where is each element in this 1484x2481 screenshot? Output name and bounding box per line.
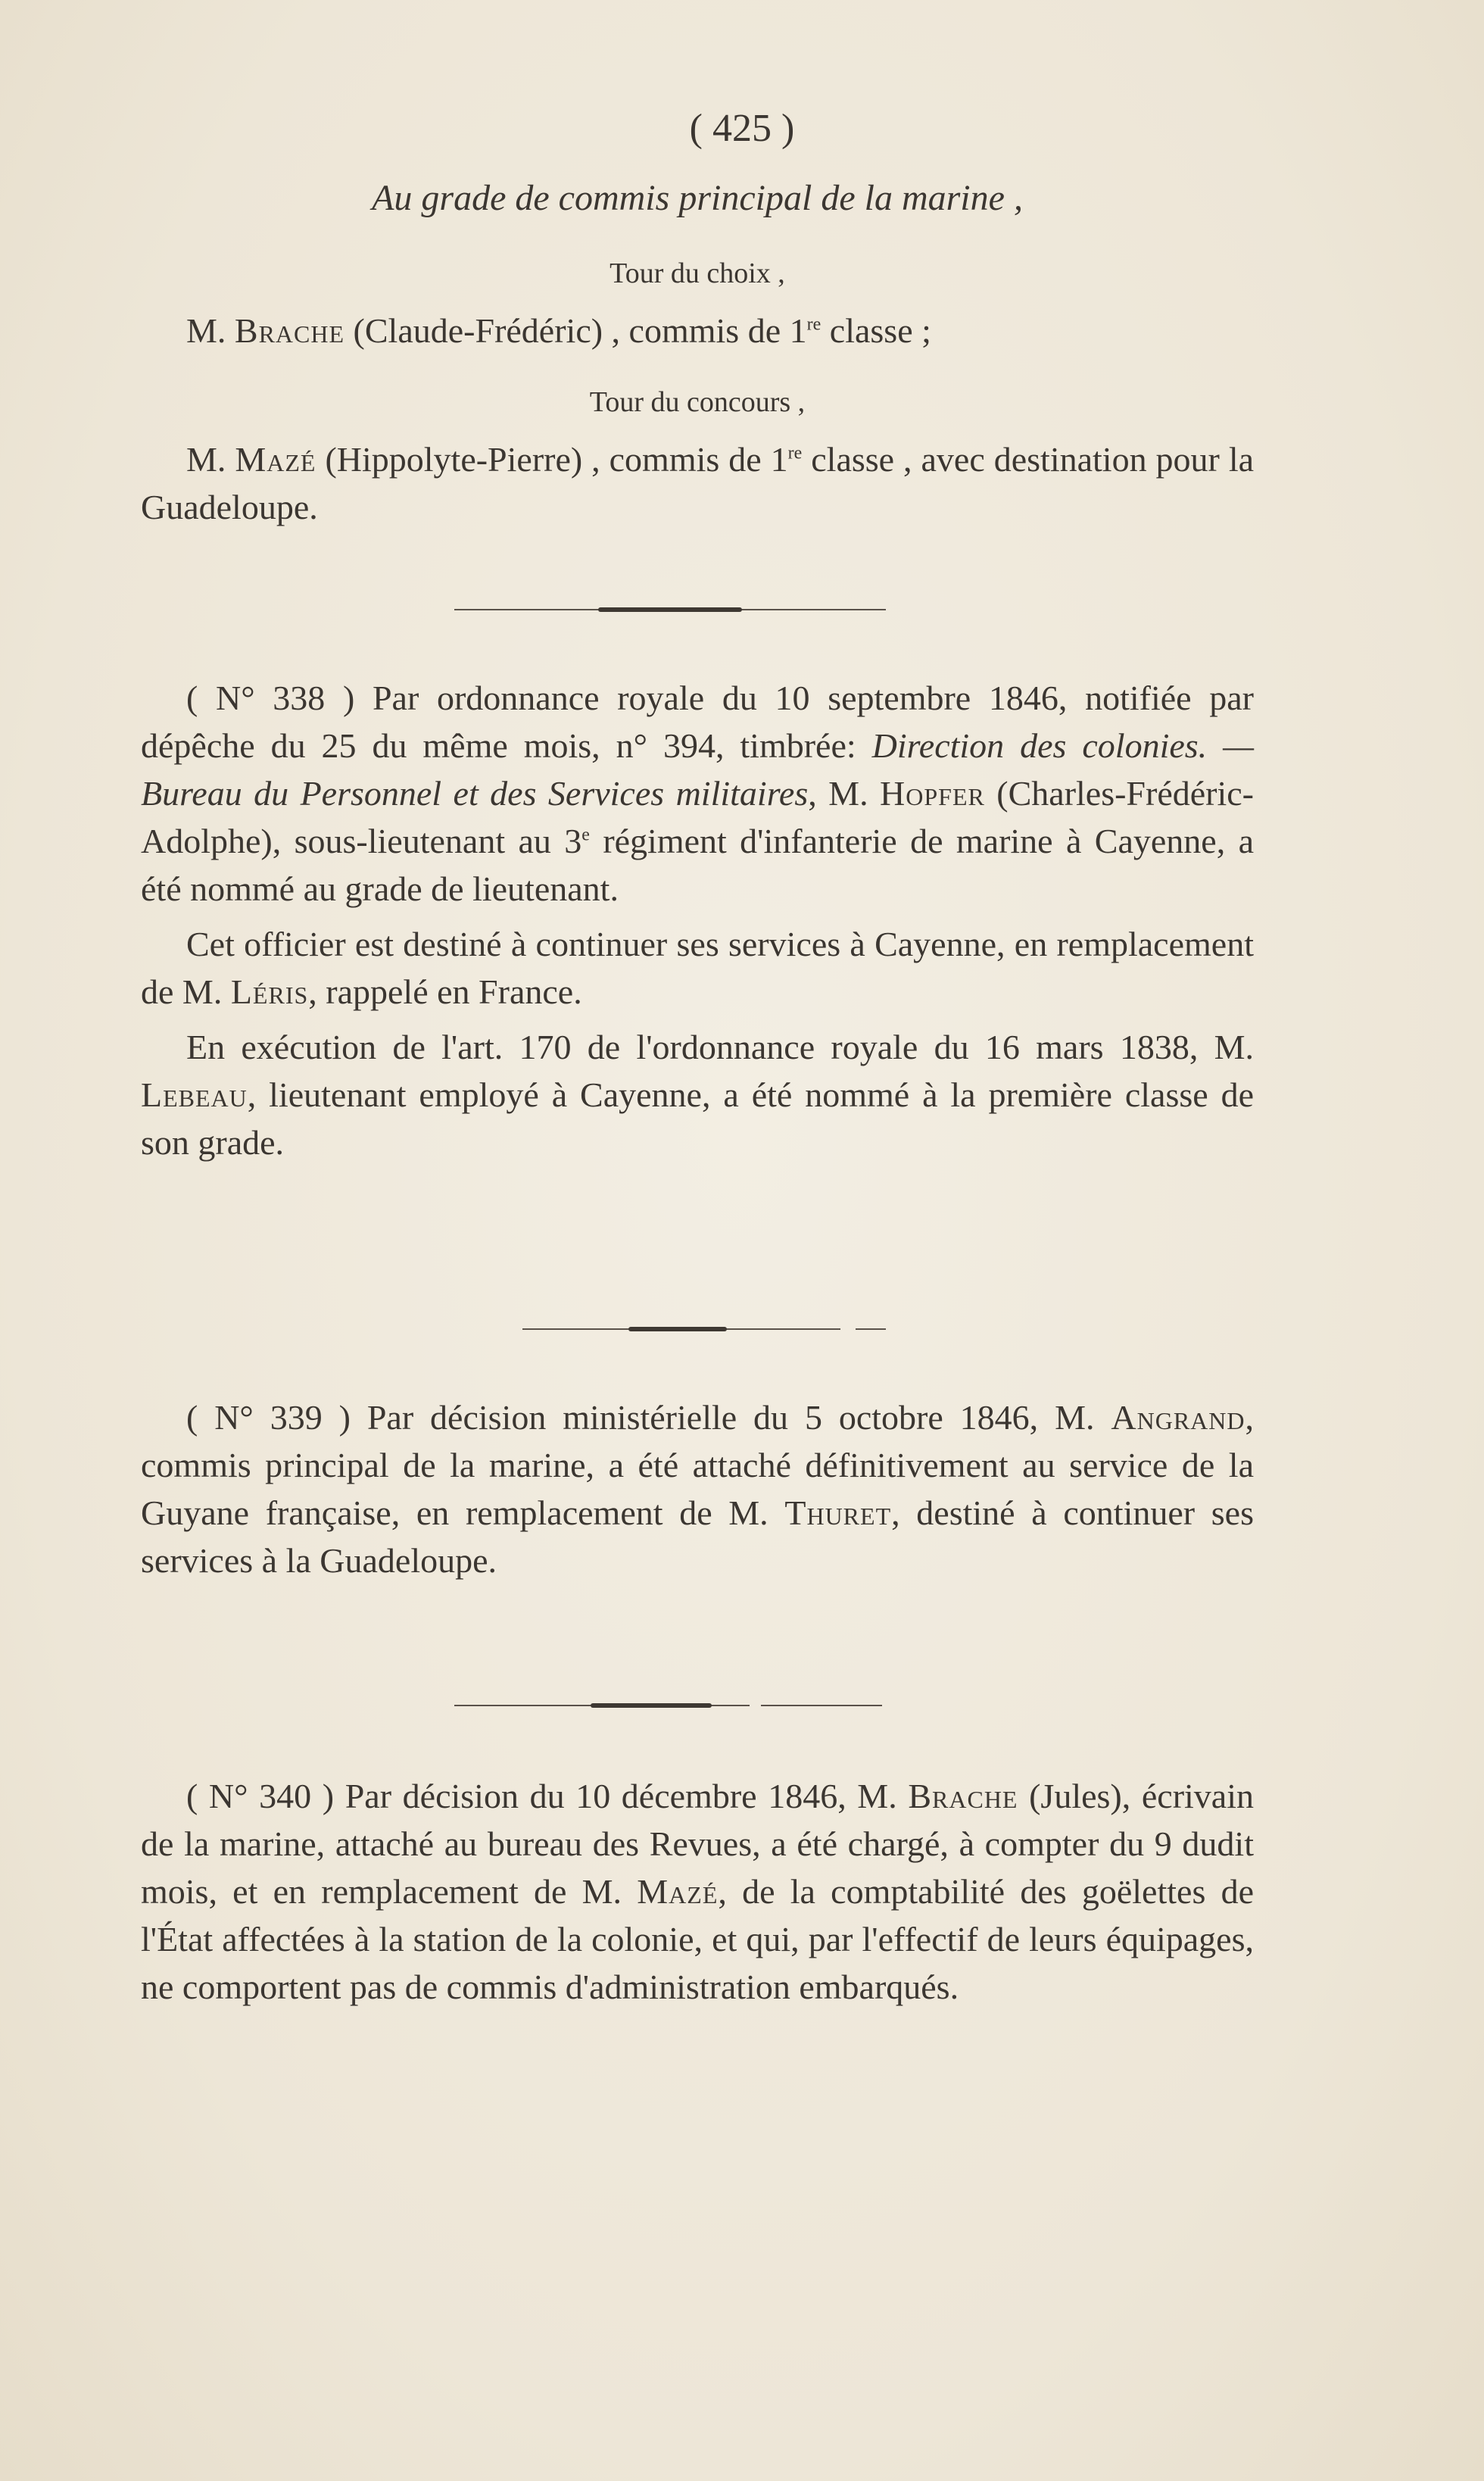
- person-name: Brache: [234, 311, 345, 350]
- person-name: Hopfer: [880, 774, 985, 813]
- entry-339-paragraph: ( N° 339 ) Par décision ministérielle du 5 octobre 1846, M. Angrand, commis principal de la marine, a été attaché définitivement au service de la Guyane française, en remplacement de M. Thuret, destiné à continuer ses services à la Guadeloupe.: [141, 1398, 1254, 1580]
- entry-338-paragraph-2: Cet officier est destiné à continuer ses services à Cayenne, en remplacement de M. Léris, rappelé en France.: [141, 925, 1254, 1011]
- entry-340: [141, 1772, 1254, 2011]
- person-name: Angrand: [1111, 1398, 1246, 1437]
- entry-339: [141, 1393, 1254, 1584]
- section-heading: Au grade de commis principal de la marine ,: [372, 178, 1023, 218]
- entry-338: [141, 674, 1254, 1166]
- person-name: Brache: [908, 1777, 1018, 1815]
- promotion-entry-2: M. Mazé (Hippolyte-Pierre) , commis de 1re classe , avec destination pour la Guadeloupe.: [141, 440, 1255, 526]
- person-name: Mazé: [235, 440, 316, 479]
- person-name: Thuret: [784, 1493, 892, 1532]
- page-number: ( 425 ): [689, 107, 795, 150]
- person-name: Mazé: [637, 1872, 719, 1911]
- entry-338-paragraph-3: En exécution de l'art. 170 de l'ordonnance royale du 16 mars 1838, M. Lebeau, lieutenant employé à Cayenne, a été nommé à la première classe de son grade.: [141, 1028, 1254, 1162]
- person-name: Lebeau: [141, 1075, 248, 1114]
- promotion-entry-1: M. Brache (Claude-Frédéric) , commis de 1re classe ;: [186, 311, 931, 350]
- entry-340-paragraph: ( N° 340 ) Par décision du 10 décembre 1846, M. Brache (Jules), écrivain de la marine, attaché au bureau des Revues, a été chargé, à compter du 9 dudit mois, et en remplacement de M. Mazé, de la comptabilité des goëlettes de l'État affectées à la station de la colonie, et qui, par l'effectif de leurs équipages, ne comportent pas de commis d'administration embarqués.: [141, 1777, 1254, 2006]
- section-divider: [0, 1325, 1484, 1333]
- person-name: Léris: [230, 972, 309, 1011]
- tour-concours-label: Tour du concours ,: [589, 386, 806, 418]
- section-divider: [0, 1702, 1484, 1709]
- entry-338-paragraph-1: ( N° 338 ) Par ordonnance royale du 10 septembre 1846, notifiée par dépêche du 25 du même mois, n° 394, timbrée: Direction des colonies. — Bureau du Personnel et des Services militaires, M. Hopfer (Charles-Frédéric-Adolphe), sous-lieutenant au 3e régiment d'infanterie de marine à Cayenne, a été nommé au grade de lieutenant.: [141, 679, 1254, 908]
- tour-choix-label: Tour du choix ,: [610, 257, 785, 289]
- section-divider: [0, 606, 1484, 613]
